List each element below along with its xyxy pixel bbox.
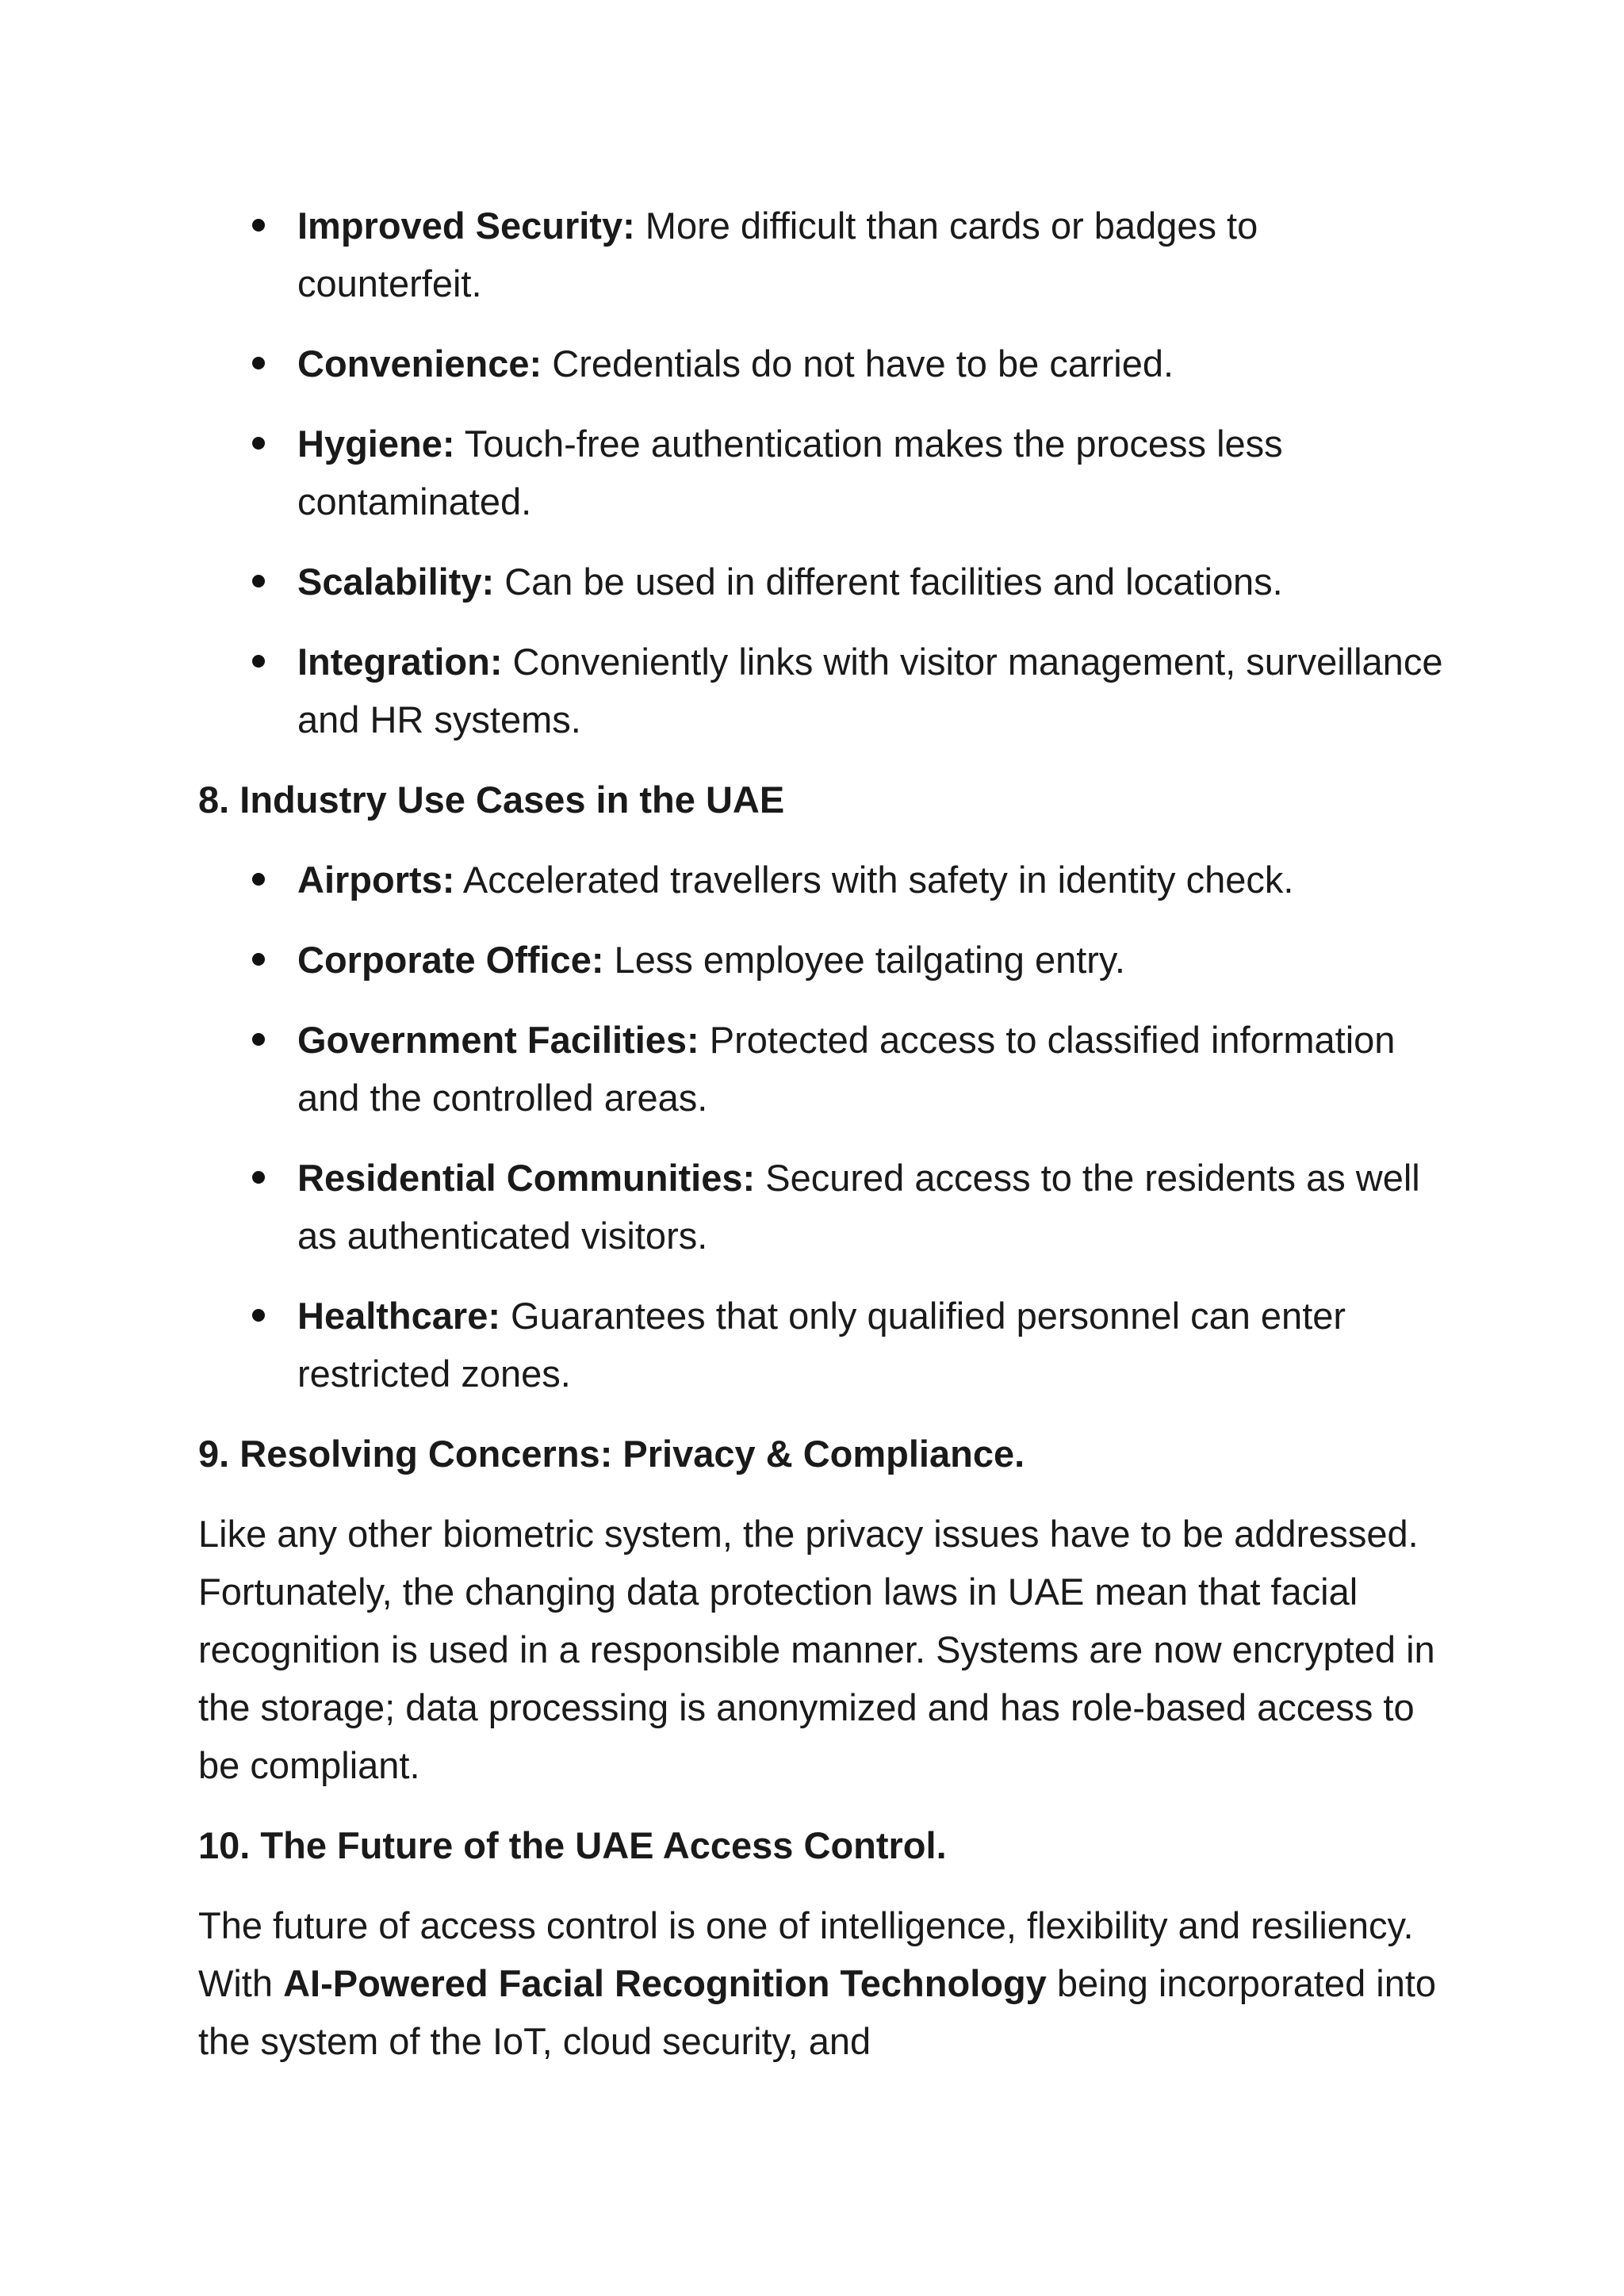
list-item (198, 335, 1443, 392)
section-paragraph-10 (198, 1896, 1443, 2070)
list-item-term: Convenience: (297, 342, 542, 385)
bullet-icon (252, 575, 265, 587)
bullet-icon (252, 219, 265, 232)
list-item-text: More difficult than cards or badges to counterfeit. (297, 205, 1258, 304)
list-item-text: Protected access to classified information and the controlled areas. (297, 1019, 1396, 1119)
bullet-icon (252, 1309, 265, 1322)
bullet-icon (252, 1171, 265, 1184)
list-item (198, 1149, 1443, 1265)
list-item-term: Integration: (297, 641, 503, 683)
section-heading-9: 9. Resolving Concerns: Privacy & Compliance. (198, 1433, 1025, 1475)
document-content (198, 197, 1443, 2092)
list-item-text: Credentials do not have to be carried. (542, 342, 1174, 385)
list-item-term: Corporate Office: (297, 939, 604, 981)
paragraph-text-end: being incorporated into the system of the IoT, cloud security, and (198, 1962, 1437, 2062)
list-item (198, 931, 1443, 989)
list-item-term: Hygiene: (297, 423, 455, 465)
list-item (198, 1287, 1443, 1402)
list-item-term: Healthcare: (297, 1295, 500, 1337)
list-item (198, 633, 1443, 748)
bullet-icon (252, 953, 265, 966)
list-item-text: Touch-free authentication makes the process less contaminated. (297, 423, 1283, 522)
section-heading-8: 8. Industry Use Cases in the UAE (198, 779, 785, 821)
bullet-icon (252, 873, 265, 886)
list-item (198, 197, 1443, 312)
list-item-text: Secured access to the residents as well as authenticated visitors. (297, 1157, 1420, 1257)
list-item-term: Improved Security: (297, 205, 635, 247)
list-item-term: Scalability: (297, 561, 495, 603)
section-heading-10: 10. The Future of the UAE Access Control. (198, 1824, 947, 1866)
bullet-icon (252, 437, 265, 450)
paragraph-bold-phrase: AI-Powered Facial Recognition Technology (283, 1962, 1047, 2004)
list-item-term: Government Facilities: (297, 1019, 699, 1061)
bullet-icon (252, 357, 265, 369)
paragraph-text-start: The future of access control is one of intelligence, flexibility and resiliency. With (198, 1904, 1414, 2004)
benefits-list (198, 197, 1443, 748)
list-item-term: Residential Communities: (297, 1157, 756, 1199)
list-item (198, 415, 1443, 530)
list-item-text: Conveniently links with visitor management, surveillance and HR systems. (297, 641, 1443, 740)
bullet-icon (252, 1033, 265, 1046)
use-cases-list (198, 851, 1443, 1402)
bullet-icon (252, 655, 265, 668)
list-item (198, 851, 1443, 909)
list-item-text: Less employee tailgating entry. (603, 939, 1125, 981)
section-paragraph-9: Like any other biometric system, the privacy issues have to be addressed. Fortunately, the changing data protection laws in UAE mean that facial recognition is used in a responsible manner. Systems are now encrypted in the storage; data processing is anonymized and has role-based access to be compliant. (198, 1513, 1435, 1786)
list-item-term: Airports: (297, 859, 455, 901)
list-item (198, 553, 1443, 610)
list-item-text: Guarantees that only qualified personnel can enter restricted zones. (297, 1295, 1346, 1395)
list-item-text: Accelerated travellers with safety in identity check. (454, 859, 1294, 901)
list-item (198, 1011, 1443, 1127)
list-item-text: Can be used in different facilities and locations. (494, 561, 1283, 603)
